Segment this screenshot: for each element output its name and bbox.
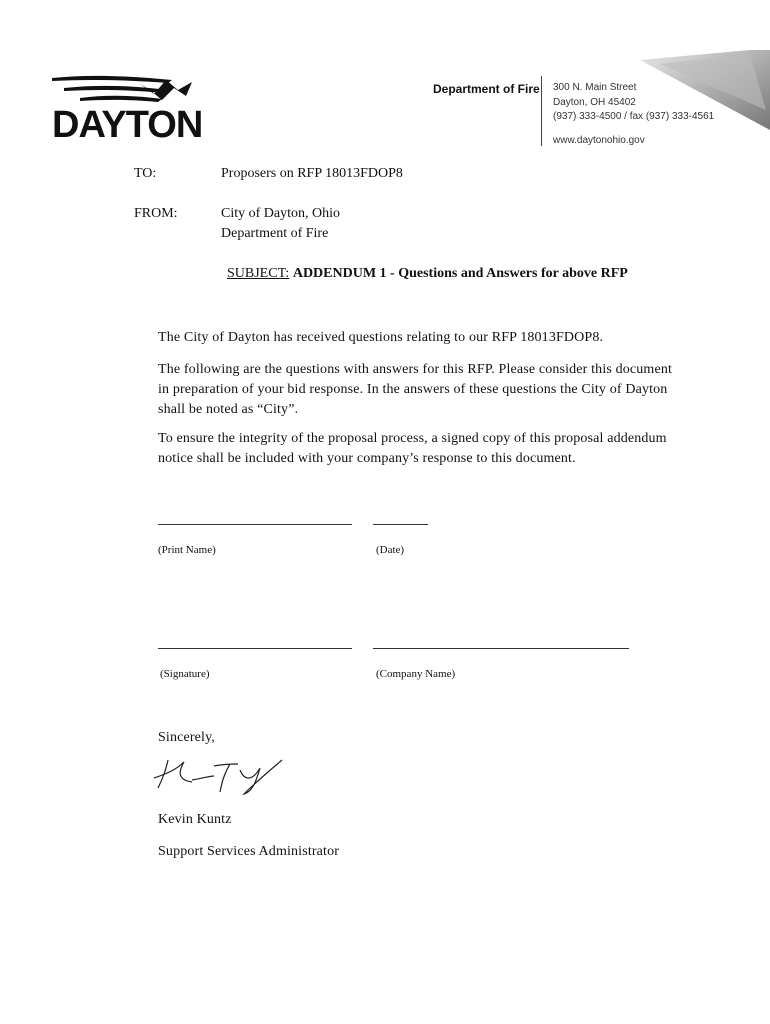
salutation: Sincerely,	[158, 730, 215, 745]
signature-caption: (Signature)	[160, 668, 210, 680]
body-paragraph-1: The City of Dayton has received questions relating to our RFP 18013FDOP8.	[158, 330, 604, 345]
subject-line	[227, 266, 628, 282]
to-label: TO:	[134, 166, 157, 181]
body-paragraph-3: To ensure the integrity of the proposal process, a signed copy of this proposal addendum notice shall be included with your company’s response to this document.	[158, 431, 667, 466]
company-name-line	[373, 648, 629, 649]
company-name-caption: (Company Name)	[376, 668, 456, 680]
handwritten-signature	[148, 752, 288, 796]
address-line-2: Dayton, OH 45402	[553, 97, 636, 108]
print-name-caption: (Print Name)	[158, 544, 216, 556]
dayton-logo-mark	[50, 72, 200, 108]
corner-decoration	[640, 50, 770, 130]
from-line-2: Department of Fire	[221, 226, 329, 241]
body-paragraph-2: The following are the questions with answers for this RFP. Please consider this document in preparation of your bid response. In the answers of these questions the City of Dayton shall be noted as “City”.	[158, 362, 673, 417]
print-name-line	[158, 524, 352, 525]
phone-fax: (937) 333-4500 / fax (937) 333-4561	[553, 111, 715, 122]
signer-title: Support Services Administrator	[158, 844, 340, 859]
date-line	[373, 524, 428, 525]
letterhead-divider	[541, 76, 542, 146]
to-value: Proposers on RFP 18013FDOP8	[221, 166, 403, 181]
address-line-1: 300 N. Main Street	[553, 82, 637, 93]
signature-line	[158, 648, 352, 649]
website: www.daytonohio.gov	[553, 135, 645, 146]
dayton-logo-text: DAYTON	[52, 104, 203, 146]
date-caption: (Date)	[376, 544, 405, 556]
department-name: Department of Fire	[433, 82, 540, 96]
subject-text: ADDENDUM 1 - Questions and Answers for above RFP	[292, 266, 628, 281]
from-line-1: City of Dayton, Ohio	[221, 206, 340, 221]
subject-label: SUBJECT:	[227, 266, 290, 281]
signer-name: Kevin Kuntz	[158, 812, 232, 827]
from-label: FROM:	[134, 206, 178, 221]
